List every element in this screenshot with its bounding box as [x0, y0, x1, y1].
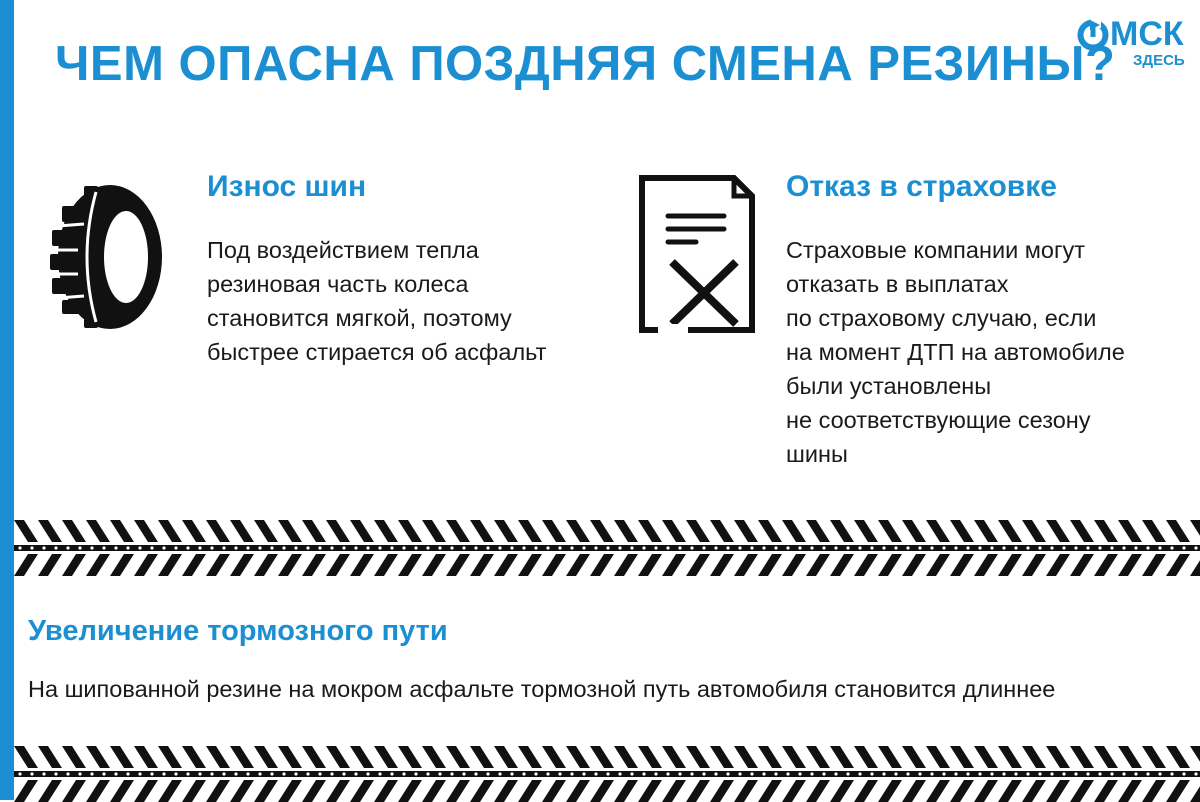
braking-title: Увеличение тормозного пути: [28, 615, 448, 647]
rejected-document-icon: [638, 174, 758, 334]
tire-wear-line: Под воздействием тепла: [207, 237, 479, 263]
insurance-line: шины: [786, 441, 848, 467]
insurance-line: на момент ДТП на автомобиле: [786, 339, 1125, 365]
brand-logo[interactable]: [1076, 12, 1194, 74]
tire-wear-line: резиновая часть колеса: [207, 271, 469, 297]
logo-subtext: ЗДЕСЬ: [1133, 52, 1185, 69]
left-accent-bar: [0, 0, 14, 800]
tire-wear-line: быстрее стирается об асфальт: [207, 339, 547, 365]
insurance-line: по страховому случаю, если: [786, 305, 1097, 331]
tire-wear-title: Износ шин: [207, 170, 367, 203]
insurance-line: Страховые компании могут: [786, 237, 1086, 263]
logo-o-icon: [1076, 18, 1110, 52]
tire-wear-line: становится мягкой, поэтому: [207, 305, 512, 331]
tire-tread-divider-bottom: [14, 746, 1200, 802]
insurance-line: не соответствующие сезону: [786, 407, 1091, 433]
tire-wear-text: [207, 233, 546, 369]
page-title: ЧЕМ ОПАСНА ПОЗДНЯЯ СМЕНА РЕЗИНЫ?: [55, 37, 1116, 91]
tire-icon: [38, 182, 168, 332]
braking-text: На шипованной резине на мокром асфальте тормозной путь автомобиля становится длиннее: [28, 676, 1056, 702]
insurance-line: были установлены: [786, 373, 992, 399]
insurance-line: отказать в выплатах: [786, 271, 1009, 297]
tire-tread-divider: [14, 520, 1200, 576]
insurance-text: [786, 233, 1125, 471]
logo-text: МСК: [1110, 15, 1184, 53]
insurance-title: Отказ в страховке: [786, 170, 1057, 203]
